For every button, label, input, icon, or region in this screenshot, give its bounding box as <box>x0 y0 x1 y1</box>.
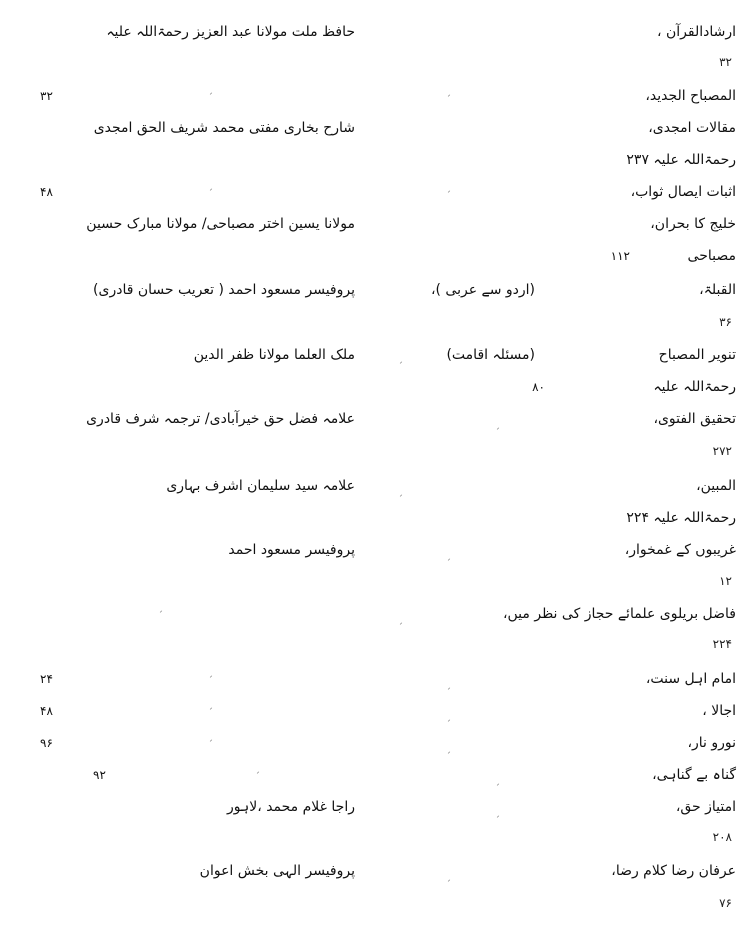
entry-row <box>0 505 750 531</box>
dot-mark: ˏ <box>208 667 213 678</box>
dot-mark: ˏ <box>158 602 163 613</box>
entry-row <box>0 147 750 173</box>
dot-mark: ˏ <box>446 743 451 754</box>
book-title: رحمۃاللہ علیہ ۲۳۷ <box>626 152 736 168</box>
page-number-line <box>0 824 750 850</box>
book-title: اجالا ، <box>702 703 736 719</box>
page-number: ۹۶ <box>40 736 53 750</box>
entry-row <box>0 83 750 109</box>
book-title: ارشادالقرآن ، <box>657 24 736 40</box>
book-title: القبلۃ، <box>699 282 736 298</box>
page-number-line <box>0 438 750 464</box>
book-title: رحمۃاللہ علیہ ۲۲۴ <box>626 510 736 526</box>
entry-row <box>0 374 750 400</box>
dot-mark: ˏ <box>208 84 213 95</box>
entry-row <box>0 277 750 303</box>
page-number-line <box>0 631 750 657</box>
page-number-line <box>0 568 750 594</box>
entry-row <box>0 115 750 141</box>
book-author: شارح بخاری مفتی محمد شریف الحق امجدی <box>93 120 355 136</box>
dot-mark: ˏ <box>208 731 213 742</box>
book-title: امتیاز حق، <box>675 799 736 815</box>
book-note: (مسئلہ اقامت) <box>446 347 535 363</box>
book-title: نورو نار، <box>687 735 736 751</box>
entry-row <box>0 19 750 45</box>
page-number: ۳۲ <box>719 55 732 69</box>
dot-mark: ˏ <box>495 775 500 786</box>
book-title: مصباحی <box>687 248 736 264</box>
book-title: غریبوں کے غمخوار، <box>624 542 736 558</box>
dot-mark: ˏ <box>255 763 260 774</box>
page-number: ۴۸ <box>40 704 53 718</box>
book-title: امام اہل سنت، <box>645 671 736 687</box>
dot-mark: ˏ <box>446 871 451 882</box>
page-number: ۱۱۲ <box>610 249 630 263</box>
page-number: ۲۴ <box>40 672 53 686</box>
dot-mark: ˏ <box>208 699 213 710</box>
book-title: فاضل بریلوی علمائے حجاز کی نظر میں، <box>503 606 736 622</box>
book-title: مقالات امجدی، <box>648 120 736 136</box>
dot-mark: ˏ <box>446 86 451 97</box>
page-number-line <box>0 890 750 916</box>
book-title: عرفان رضا کلام رضا، <box>611 863 736 879</box>
book-title: اثبات ایصال ثواب، <box>630 184 736 200</box>
dot-mark: ˏ <box>446 711 451 722</box>
dot-mark: ˏ <box>446 182 451 193</box>
dot-mark: ˏ <box>208 180 213 191</box>
page-number: ۱۲ <box>719 574 732 588</box>
entry-row <box>0 211 750 237</box>
entry-row <box>0 666 750 692</box>
entry-row <box>0 537 750 563</box>
book-title: گناہ بے گناہی، <box>652 767 736 783</box>
dot-mark: ˏ <box>495 807 500 818</box>
book-note: (اردو سے عربی )، <box>430 282 535 298</box>
dot-mark: ˏ <box>398 486 403 497</box>
book-author: علامہ فضل حق خیرآبادی/ ترجمہ شرف قادری <box>86 411 355 427</box>
book-author: پروفیسر مسعود احمد <box>228 542 355 558</box>
page-number: ۳۲ <box>40 89 53 103</box>
book-title: خلیج کا بحران، <box>650 216 736 232</box>
page-number: ۸۰ <box>532 380 545 394</box>
book-author: پروفیسر الہی بخش اعوان <box>199 863 355 879</box>
dot-mark: ˏ <box>398 353 403 364</box>
book-author: مولانا یسین اختر مصباحی/ مولانا مبارک حسین <box>86 216 355 232</box>
entry-row <box>0 406 750 432</box>
entry-row <box>0 601 750 627</box>
book-title: رحمۃاللہ علیہ <box>653 379 736 395</box>
entry-row <box>0 762 750 788</box>
entry-row <box>0 794 750 820</box>
dot-mark: ˏ <box>446 679 451 690</box>
page-number-line <box>0 49 750 75</box>
entry-row <box>0 243 750 269</box>
page-number: ۲۷۲ <box>712 444 732 458</box>
entry-row <box>0 473 750 499</box>
page-number: ۴۸ <box>40 185 53 199</box>
book-author: ملک العلما مولانا ظفر الدین <box>193 347 355 363</box>
book-title: تنویر المصباح <box>658 347 736 363</box>
book-title: المصباح الجدید، <box>645 88 736 104</box>
page-number: ۲۲۴ <box>712 637 732 651</box>
entry-row <box>0 342 750 368</box>
book-title: تحقیق الفتوی، <box>653 411 736 427</box>
page-number: ۳۶ <box>719 315 732 329</box>
book-author: راجا غلام محمد ،لاہور <box>227 799 355 815</box>
entry-row <box>0 858 750 884</box>
book-author: علامہ سید سلیمان اشرف بہاری <box>166 478 355 494</box>
dot-mark: ˏ <box>446 550 451 561</box>
dot-mark: ˏ <box>398 614 403 625</box>
entry-row <box>0 698 750 724</box>
book-title: المبین، <box>696 478 736 494</box>
book-author: پروفیسر مسعود احمد ( تعریب حسان قادری) <box>93 282 355 298</box>
page-number-line <box>0 309 750 335</box>
page-number: ۹۲ <box>93 768 106 782</box>
dot-mark: ˏ <box>495 419 500 430</box>
book-author: حافظ ملت مولانا عبد العزیز رحمۃاللہ علیہ <box>106 24 355 40</box>
page-number: ۲۰۸ <box>712 830 732 844</box>
entry-row <box>0 730 750 756</box>
page-number: ۷۶ <box>719 896 732 910</box>
entry-row <box>0 179 750 205</box>
